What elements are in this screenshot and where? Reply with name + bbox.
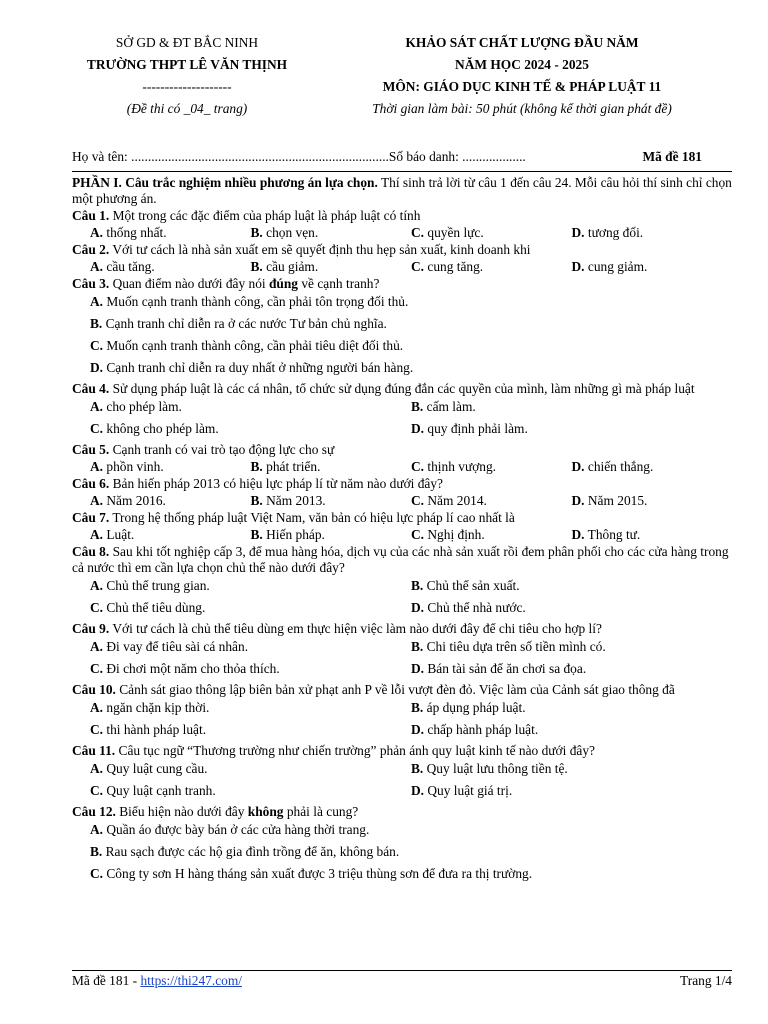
- question-stem: [72, 242, 732, 258]
- option-text: Đi vay để tiêu sài cá nhân.: [103, 639, 249, 654]
- options-row: [72, 397, 732, 419]
- option-key: A.: [90, 294, 104, 309]
- question-text-part: đúng: [268, 276, 299, 291]
- answer-option: [90, 637, 411, 659]
- school-block: [72, 33, 302, 121]
- question-text: Một trong các đặc điểm của pháp luật là pháp luật có tính: [109, 208, 421, 223]
- option-key: A.: [90, 700, 104, 715]
- options-row: [72, 659, 732, 681]
- answer-option: [90, 598, 411, 620]
- option-key: A.: [90, 459, 104, 474]
- option-key: B.: [411, 761, 424, 776]
- options-row: [72, 781, 732, 803]
- answer-option: [72, 864, 732, 886]
- answer-option: [411, 258, 572, 275]
- option-text: áp dụng pháp luật.: [423, 700, 526, 715]
- question-1: [72, 208, 732, 241]
- options-row: [72, 314, 732, 336]
- question-text-part: Biểu hiện nào dưới đây: [115, 804, 248, 819]
- option-text: Năm 2016.: [103, 493, 166, 508]
- options-row: [72, 458, 732, 475]
- answer-option: [90, 419, 411, 441]
- option-key: A.: [90, 399, 104, 414]
- question-number: Câu 2.: [72, 242, 110, 257]
- answer-option: [251, 258, 412, 275]
- option-text: Chủ thể sản xuất.: [423, 578, 520, 593]
- option-text: tương đối.: [584, 225, 644, 240]
- answer-option: [411, 759, 732, 781]
- option-key: D.: [90, 360, 104, 375]
- answer-option: [90, 759, 411, 781]
- footer-code: Mã đề 181 -: [72, 973, 141, 988]
- candidate-number-field: Số báo danh: ...................: [388, 149, 526, 164]
- option-key: C.: [411, 459, 425, 474]
- option-text: Luật.: [103, 527, 135, 542]
- question-3: [72, 276, 732, 380]
- option-key: B.: [411, 639, 424, 654]
- question-stem: [72, 621, 732, 637]
- options-row: [72, 842, 732, 864]
- option-text: Hiến pháp.: [262, 527, 325, 542]
- option-key: C.: [90, 600, 104, 615]
- answer-option: [72, 358, 732, 380]
- options-row: [72, 698, 732, 720]
- answer-option: [90, 659, 411, 681]
- question-12: [72, 804, 732, 886]
- exam-page: [72, 33, 732, 886]
- option-text: Năm 2013.: [262, 493, 326, 508]
- options-row: [72, 759, 732, 781]
- answer-option: [572, 526, 733, 543]
- option-key: D.: [571, 493, 585, 508]
- option-text: Thông tư.: [584, 527, 641, 542]
- question-stem: [72, 276, 732, 292]
- option-text: quy định phải làm.: [424, 421, 528, 436]
- answer-option: [572, 258, 733, 275]
- name-field: Họ và tên: .............................................................................: [72, 149, 389, 164]
- answer-option: [411, 224, 572, 241]
- option-text: Quy luật cung cầu.: [103, 761, 208, 776]
- answer-option: [90, 576, 411, 598]
- options-row: [72, 336, 732, 358]
- option-key: B.: [90, 844, 103, 859]
- answer-option: [411, 458, 572, 475]
- option-text: Năm 2014.: [424, 493, 487, 508]
- options-row: [72, 419, 732, 441]
- option-key: B.: [411, 578, 424, 593]
- option-text: Rau sạch được các hộ gia đình trồng để ăn, không bán.: [102, 844, 400, 859]
- question-number: Câu 8.: [72, 544, 110, 559]
- options-row: [72, 258, 732, 275]
- answer-option: [90, 698, 411, 720]
- option-key: C.: [90, 783, 104, 798]
- question-4: [72, 381, 732, 441]
- option-text: cầu tăng.: [103, 259, 155, 274]
- school-year: NĂM HỌC 2024 - 2025: [455, 57, 589, 72]
- answer-option: [72, 336, 732, 358]
- question-text-part: không: [247, 804, 284, 819]
- option-key: A.: [90, 527, 104, 542]
- option-text: cung giảm.: [584, 259, 648, 274]
- option-key: A.: [90, 259, 104, 274]
- exam-header: [72, 33, 732, 121]
- question-7: [72, 510, 732, 543]
- answer-option: [72, 842, 732, 864]
- option-key: B.: [250, 527, 263, 542]
- option-text: Chủ thể nhà nước.: [424, 600, 526, 615]
- answer-option: [90, 224, 251, 241]
- page-footer: [72, 970, 732, 989]
- option-key: C.: [411, 527, 425, 542]
- options-row: [72, 224, 732, 241]
- option-text: Muốn cạnh tranh thành công, cần phải tiêu diệt đối thủ.: [103, 338, 404, 353]
- answer-option: [411, 576, 732, 598]
- question-stem: [72, 442, 732, 458]
- options-row: [72, 720, 732, 742]
- option-text: chọn vẹn.: [262, 225, 319, 240]
- question-6: [72, 476, 732, 509]
- answer-option: [90, 258, 251, 275]
- pages-note: (Đề thi có _04_ trang): [126, 101, 248, 116]
- question-text: Sử dụng pháp luật là các cá nhân, tổ chức sử dụng đúng đắn các quyền của mình, làm những gì mà pháp luật: [109, 381, 695, 396]
- option-key: C.: [411, 225, 425, 240]
- option-text: Quần áo được bày bán ở các cửa hàng thời trang.: [103, 822, 370, 837]
- option-key: C.: [90, 661, 104, 676]
- options-row: [72, 820, 732, 842]
- answer-option: [411, 781, 732, 803]
- option-text: phát triển.: [262, 459, 321, 474]
- option-text: Cạnh tranh chỉ diễn ra ở các nước Tư bản chủ nghĩa.: [102, 316, 387, 331]
- question-text-part: phải là cung?: [283, 804, 359, 819]
- option-key: A.: [90, 761, 104, 776]
- option-text: cầu giảm.: [262, 259, 319, 274]
- option-text: cấm làm.: [423, 399, 476, 414]
- answer-option: [411, 720, 732, 742]
- answer-option: [90, 397, 411, 419]
- option-key: A.: [90, 225, 104, 240]
- question-stem: [72, 804, 732, 820]
- option-key: B.: [411, 399, 424, 414]
- answer-option: [90, 526, 251, 543]
- exam-title: KHẢO SÁT CHẤT LƯỢNG ĐẦU NĂM: [405, 35, 639, 50]
- question-stem: [72, 510, 732, 526]
- question-stem: [72, 208, 732, 224]
- option-key: D.: [411, 722, 425, 737]
- question-text: Cạnh tranh có vai trò tạo động lực cho sự: [109, 442, 335, 457]
- option-text: Công ty sơn H hàng tháng sản xuất được 3 triệu thùng sơn để đưa ra thị trường.: [103, 866, 533, 881]
- option-key: C.: [90, 421, 104, 436]
- question-list: [72, 208, 732, 886]
- subject-title: MÔN: GIÁO DỤC KINH TẾ & PHÁP LUẬT 11: [382, 79, 662, 94]
- question-number: Câu 10.: [72, 682, 116, 697]
- answer-option: [411, 598, 732, 620]
- option-key: C.: [411, 259, 425, 274]
- option-text: Quy luật cạnh tranh.: [103, 783, 216, 798]
- answer-option: [90, 458, 251, 475]
- answer-option: [251, 224, 412, 241]
- question-text: Với tư cách là chủ thể tiêu dùng em thực hiện việc làm nào dưới đây để chi tiêu cho hợp lí?: [109, 621, 602, 636]
- question-number: Câu 11.: [72, 743, 116, 758]
- options-row: [72, 358, 732, 380]
- question-number: Câu 7.: [72, 510, 110, 525]
- answer-option: [72, 292, 732, 314]
- option-key: D.: [411, 600, 425, 615]
- option-text: thống nhất.: [103, 225, 167, 240]
- question-number: Câu 4.: [72, 381, 110, 396]
- options-row: [72, 492, 732, 509]
- option-text: cung tăng.: [424, 259, 484, 274]
- option-text: cho phép làm.: [103, 399, 182, 414]
- question-stem: [72, 544, 732, 576]
- footer-left: [72, 973, 242, 989]
- question-text: Trong hệ thống pháp luật Việt Nam, văn bản có hiệu lực pháp lí cao nhất là: [109, 510, 515, 525]
- answer-option: [72, 314, 732, 336]
- section-title: PHẦN I. Câu trắc nghiệm nhiều phương án lựa chọn.: [72, 175, 378, 190]
- answer-option: [251, 458, 412, 475]
- question-number: Câu 1.: [72, 208, 110, 223]
- option-text: quyền lực.: [424, 225, 484, 240]
- options-row: [72, 637, 732, 659]
- options-row: [72, 576, 732, 598]
- option-key: C.: [411, 493, 425, 508]
- question-text: Sau khi tốt nghiệp cấp 3, để mua hàng hóa, dịch vụ của các nhà sản xuất rồi đem phân phối cho các cửa hàng trong cả nước thì em cần lựa chọn chủ thể nào dưới đây?: [72, 544, 729, 575]
- option-key: D.: [571, 459, 585, 474]
- option-text: ngăn chặn kịp thời.: [103, 700, 210, 715]
- answer-option: [411, 492, 572, 509]
- option-text: Chủ thể tiêu dùng.: [103, 600, 206, 615]
- option-key: A.: [90, 639, 104, 654]
- option-text: thịnh vượng.: [424, 459, 497, 474]
- option-key: B.: [250, 259, 263, 274]
- exam-title-block: [302, 33, 732, 121]
- question-5: [72, 442, 732, 475]
- school-name: TRƯỜNG THPT LÊ VĂN THỊNH: [86, 57, 288, 72]
- option-text: Quy luật giá trị.: [424, 783, 513, 798]
- answer-option: [90, 781, 411, 803]
- option-text: không cho phép làm.: [103, 421, 219, 436]
- option-text: Đi chơi một năm cho thỏa thích.: [103, 661, 280, 676]
- option-key: C.: [90, 338, 104, 353]
- option-text: Chi tiêu dựa trên số tiền mình có.: [423, 639, 606, 654]
- option-key: A.: [90, 493, 104, 508]
- option-text: phồn vinh.: [103, 459, 164, 474]
- option-key: C.: [90, 866, 104, 881]
- question-number: Câu 6.: [72, 476, 110, 491]
- question-text-part: Quan điểm nào dưới đây nói: [109, 276, 269, 291]
- option-key: B.: [90, 316, 103, 331]
- footer-link[interactable]: https://thi247.com/: [140, 973, 242, 988]
- option-key: D.: [411, 421, 425, 436]
- exam-code: Mã đề 181: [642, 149, 702, 164]
- answer-option: [411, 526, 572, 543]
- option-text: Muốn cạnh tranh thành công, cần phải tôn trọng đối thủ.: [103, 294, 409, 309]
- question-number: Câu 5.: [72, 442, 110, 457]
- question-9: [72, 621, 732, 681]
- option-text: thi hành pháp luật.: [103, 722, 207, 737]
- question-8: [72, 544, 732, 620]
- option-key: C.: [90, 722, 104, 737]
- option-key: A.: [90, 822, 104, 837]
- question-stem: [72, 743, 732, 759]
- answer-option: [411, 659, 732, 681]
- separator-dashes: --------------------: [142, 79, 232, 94]
- option-key: B.: [250, 459, 263, 474]
- option-key: D.: [411, 661, 425, 676]
- option-text: Bán tài sản để ăn chơi sa đọa.: [424, 661, 587, 676]
- option-text: Năm 2015.: [584, 493, 648, 508]
- option-key: B.: [250, 493, 263, 508]
- page-number: Trang 1/4: [680, 973, 732, 988]
- answer-option: [411, 698, 732, 720]
- question-text: Bản hiến pháp 2013 có hiệu lực pháp lí từ năm nào dưới đây?: [109, 476, 444, 491]
- time-note: Thời gian làm bài: 50 phút (không kể thời gian phát đề): [372, 101, 672, 116]
- question-number: Câu 9.: [72, 621, 110, 636]
- question-11: [72, 743, 732, 803]
- section-heading: [72, 175, 732, 207]
- question-text: Cảnh sát giao thông lập biên bản xử phạt anh P về lỗi vượt đèn đỏ. Việc làm của Cảnh sát giao thông đã: [115, 682, 675, 697]
- option-text: Nghị định.: [424, 527, 485, 542]
- options-row: [72, 864, 732, 886]
- option-text: Quy luật lưu thông tiền tệ.: [423, 761, 568, 776]
- answer-option: [251, 492, 412, 509]
- header-rule: [72, 171, 732, 172]
- question-stem: [72, 476, 732, 492]
- question-2: [72, 242, 732, 275]
- question-stem: [72, 381, 732, 397]
- question-10: [72, 682, 732, 742]
- option-text: Cạnh tranh chỉ diễn ra duy nhất ở những người bán hàng.: [103, 360, 414, 375]
- option-key: A.: [90, 578, 104, 593]
- answer-option: [90, 720, 411, 742]
- question-text: Với tư cách là nhà sản xuất em sẽ quyết định thu hẹp sản xuất, kinh doanh khi: [109, 242, 531, 257]
- answer-option: [72, 820, 732, 842]
- section-instruction: Thí sinh trả lời từ câu 1 đến câu 24. Mỗi câu hỏi thí sinh chỉ chọn một phương án.: [72, 175, 732, 206]
- options-row: [72, 526, 732, 543]
- answer-option: [572, 492, 733, 509]
- question-text-part: về cạnh tranh?: [298, 276, 380, 291]
- option-key: B.: [411, 700, 424, 715]
- answer-option: [411, 397, 732, 419]
- answer-option: [411, 419, 732, 441]
- option-key: D.: [571, 259, 585, 274]
- options-row: [72, 598, 732, 620]
- answer-option: [572, 224, 733, 241]
- student-info-row: [72, 149, 732, 167]
- question-text: Câu tục ngữ “Thương trường như chiến trường” phản ánh quy luật kinh tế nào dưới đây?: [115, 743, 595, 758]
- answer-option: [411, 637, 732, 659]
- answer-option: [251, 526, 412, 543]
- answer-option: [572, 458, 733, 475]
- question-stem: [72, 682, 732, 698]
- options-row: [72, 292, 732, 314]
- option-key: D.: [571, 527, 585, 542]
- question-number: Câu 12.: [72, 804, 116, 819]
- question-number: Câu 3.: [72, 276, 110, 291]
- option-text: Chủ thể trung gian.: [103, 578, 210, 593]
- answer-option: [90, 492, 251, 509]
- option-key: B.: [250, 225, 263, 240]
- department-name: SỞ GD & ĐT BẮC NINH: [115, 35, 259, 50]
- option-key: D.: [571, 225, 585, 240]
- option-key: D.: [411, 783, 425, 798]
- option-text: chiến thắng.: [584, 459, 654, 474]
- option-text: chấp hành pháp luật.: [424, 722, 539, 737]
